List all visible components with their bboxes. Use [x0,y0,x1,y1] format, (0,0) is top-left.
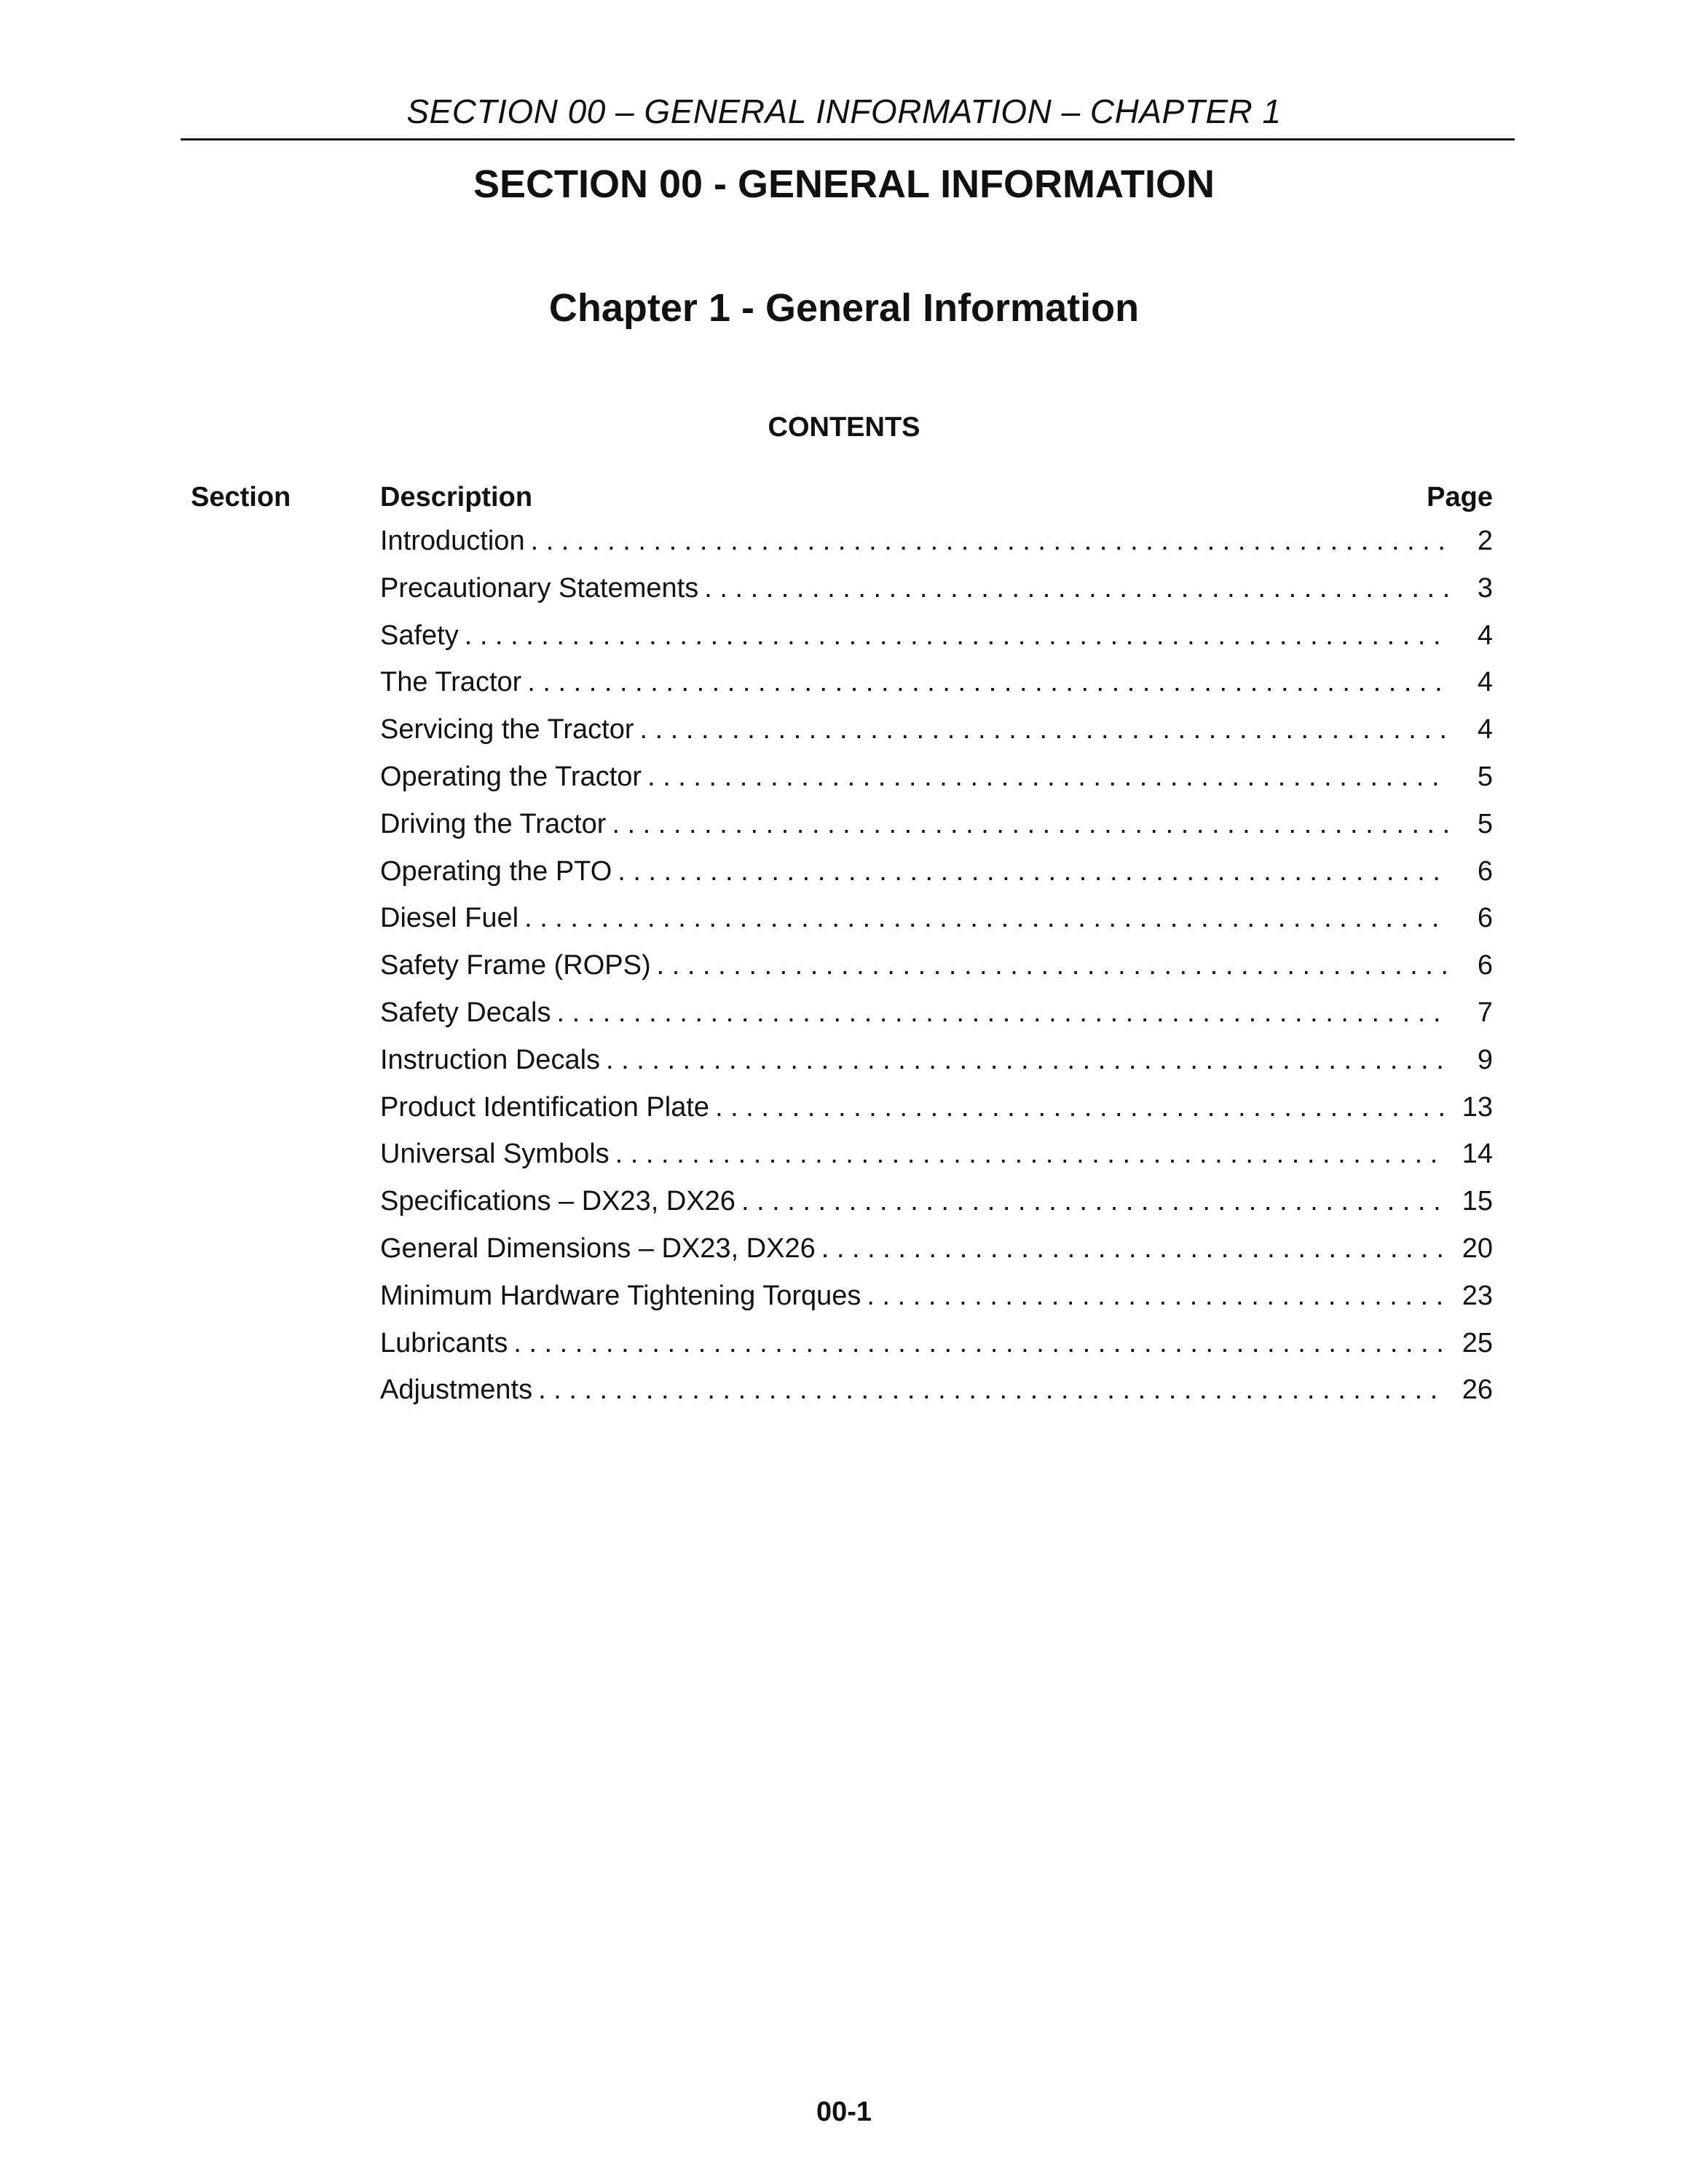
toc-entry-title: Product Identification Plate [380,1091,710,1123]
toc-entry[interactable] [380,903,1493,950]
dot-leader [615,1139,1448,1170]
toc-entry-page: 15 [1462,1186,1493,1217]
toc-entry-page: 3 [1477,572,1493,604]
toc-entry-page: 25 [1462,1327,1493,1358]
header-rule [181,138,1515,141]
toc-entry-title: Driving the Tractor [380,808,607,839]
dot-leader [513,1328,1448,1359]
column-header-section: Section [191,482,291,513]
toc-entry-title: Servicing the Tractor [380,714,634,745]
section-title: SECTION 00 - GENERAL INFORMATION [473,162,1215,206]
running-header: SECTION 00 – GENERAL INFORMATION – CHAPTER 1 [406,92,1282,130]
toc-entry-page: 4 [1477,620,1493,651]
chapter-title: Chapter 1 - General Information [548,286,1140,330]
table-of-contents [380,526,1493,1422]
toc-entry-title: Minimum Hardware Tightening Torques [380,1280,861,1311]
dot-leader [639,714,1448,745]
toc-entry[interactable] [380,809,1493,856]
dot-leader [647,761,1448,793]
toc-entry[interactable] [380,526,1493,573]
toc-entry-page: 9 [1477,1044,1493,1075]
toc-entry[interactable] [380,1374,1493,1422]
toc-entry[interactable] [380,573,1493,620]
toc-entry[interactable] [380,667,1493,714]
dot-leader [867,1281,1448,1312]
toc-entry-title: Safety Frame (ROPS) [380,950,651,981]
toc-entry[interactable] [380,1328,1493,1375]
toc-entry[interactable] [380,620,1493,668]
toc-entry-page: 14 [1462,1139,1493,1170]
column-header-description: Description [380,482,533,513]
toc-entry-title: Instruction Decals [380,1044,601,1075]
dot-leader [531,526,1448,557]
toc-entry-page: 2 [1477,526,1493,556]
dot-leader [704,573,1448,604]
toc-entry[interactable] [380,1233,1493,1281]
toc-entry[interactable] [380,1045,1493,1092]
toc-entry-page: 4 [1477,714,1493,745]
toc-entry-page: 20 [1462,1233,1493,1264]
toc-entry-page: 26 [1462,1374,1493,1406]
toc-entry[interactable] [380,1139,1493,1186]
dot-leader [465,620,1448,652]
toc-entry-title: Adjustments [380,1374,533,1406]
toc-entry-title: Operating the PTO [380,855,612,887]
toc-entry-page: 5 [1477,761,1493,792]
toc-entry[interactable] [380,950,1493,997]
toc-entry[interactable] [380,1092,1493,1139]
toc-entry-title: Introduction [380,526,525,556]
dot-leader [527,667,1448,698]
toc-entry[interactable] [380,1186,1493,1233]
toc-entry-title: The Tractor [380,667,522,698]
dot-leader [821,1233,1448,1265]
toc-entry[interactable] [380,761,1493,809]
toc-entry[interactable] [380,1281,1493,1328]
dot-leader [524,903,1448,934]
contents-heading: CONTENTS [768,412,920,443]
toc-entry-page: 13 [1462,1091,1493,1123]
toc-entry-page: 5 [1477,808,1493,839]
toc-entry-title: Universal Symbols [380,1139,610,1170]
toc-entry-title: Lubricants [380,1327,508,1358]
toc-entry-page: 23 [1462,1280,1493,1311]
toc-entry[interactable] [380,997,1493,1045]
column-header-page: Page [1427,482,1493,513]
toc-entry-title: Safety Decals [380,997,551,1028]
toc-entry-page: 4 [1477,667,1493,698]
toc-entry-page: 7 [1477,997,1493,1028]
toc-entry[interactable] [380,714,1493,761]
toc-entry-title: Safety [380,620,459,651]
dot-leader [538,1374,1448,1406]
toc-entry[interactable] [380,856,1493,903]
dot-leader [657,950,1448,981]
toc-entry-title: Operating the Tractor [380,761,642,792]
toc-entry-title: Diesel Fuel [380,903,519,934]
toc-entry-page: 6 [1477,950,1493,981]
dot-leader [556,997,1448,1029]
dot-leader [612,809,1448,840]
dot-leader [715,1092,1448,1123]
dot-leader [618,856,1448,887]
dot-leader [741,1186,1448,1217]
toc-entry-page: 6 [1477,855,1493,887]
toc-entry-title: General Dimensions – DX23, DX26 [380,1233,816,1264]
dot-leader [606,1045,1448,1076]
page-number: 00-1 [816,2097,872,2127]
toc-entry-title: Precautionary Statements [380,572,699,604]
toc-entry-title: Specifications – DX23, DX26 [380,1186,735,1217]
toc-entry-page: 6 [1477,903,1493,934]
